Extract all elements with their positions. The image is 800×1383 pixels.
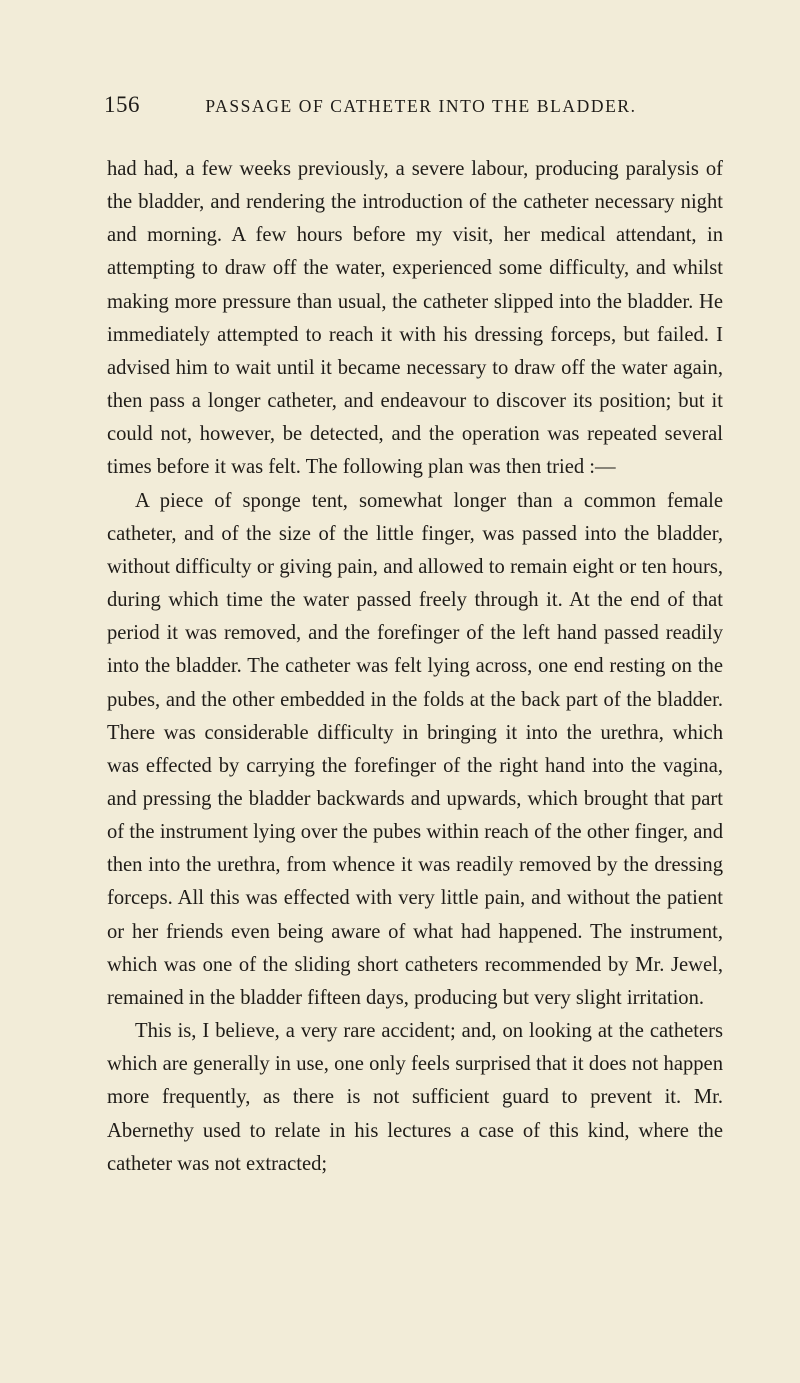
page-header bbox=[104, 92, 718, 124]
paragraph-2: A piece of sponge tent, somewhat longer than a common female catheter, and of the size of the little finger, was passed into the bladder, without difficulty or giving pain, and allowed to remain eight or ten hours, during which time the water passed freely through it. At the end of that period it was removed, and the forefinger of the left hand passed readily into the bladder. The catheter was felt lying across, one end resting on the pubes, and the other embedded in the folds at the back part of the bladder. There was considerable difficulty in bringing it into the urethra, which was effected by carrying the forefinger of the right hand into the vagina, and pressing the bladder backwards and upwards, which brought that part of the instrument lying over the pubes within reach of the other finger, and then into the urethra, from whence it was readily removed by the dressing forceps. All this was effected with very little pain, and without the patient or her friends even being aware of what had happened. The instrument, which was one of the sliding short catheters recommended by Mr. Jewel, remained in the bladder fifteen days, producing but very slight irritation. bbox=[107, 489, 723, 1009]
page-number: 156 bbox=[104, 92, 140, 117]
paragraph-1: had had, a few weeks previously, a severe labour, producing paralysis of the bladder, and rendering the introduction of the catheter necessary night and morning. A few hours before my visit, her medical attendant, in attempting to draw off the water, experienced some difficulty, and whilst making more pressure than usual, the catheter slipped into the bladder. He immediately attempted to reach it with his dressing forceps, but failed. I advised him to wait until it became necessary to draw off the water again, then pass a longer catheter, and endeavour to discover its position; but it could not, however, be detected, and the operation was repeated several times before it was felt. The following plan was then tried :— bbox=[107, 158, 723, 479]
paragraph-3: This is, I believe, a very rare accident; and, on looking at the catheters which are generally in use, one only feels surprised that it does not happen more frequently, as there is not sufficient guard to prevent it. Mr. Abernethy used to relate in his lectures a case of this kind, where the catheter was not extracted; bbox=[107, 1020, 723, 1175]
body-text bbox=[107, 153, 723, 1181]
running-title: PASSAGE OF CATHETER INTO THE BLADDER. bbox=[205, 96, 637, 116]
